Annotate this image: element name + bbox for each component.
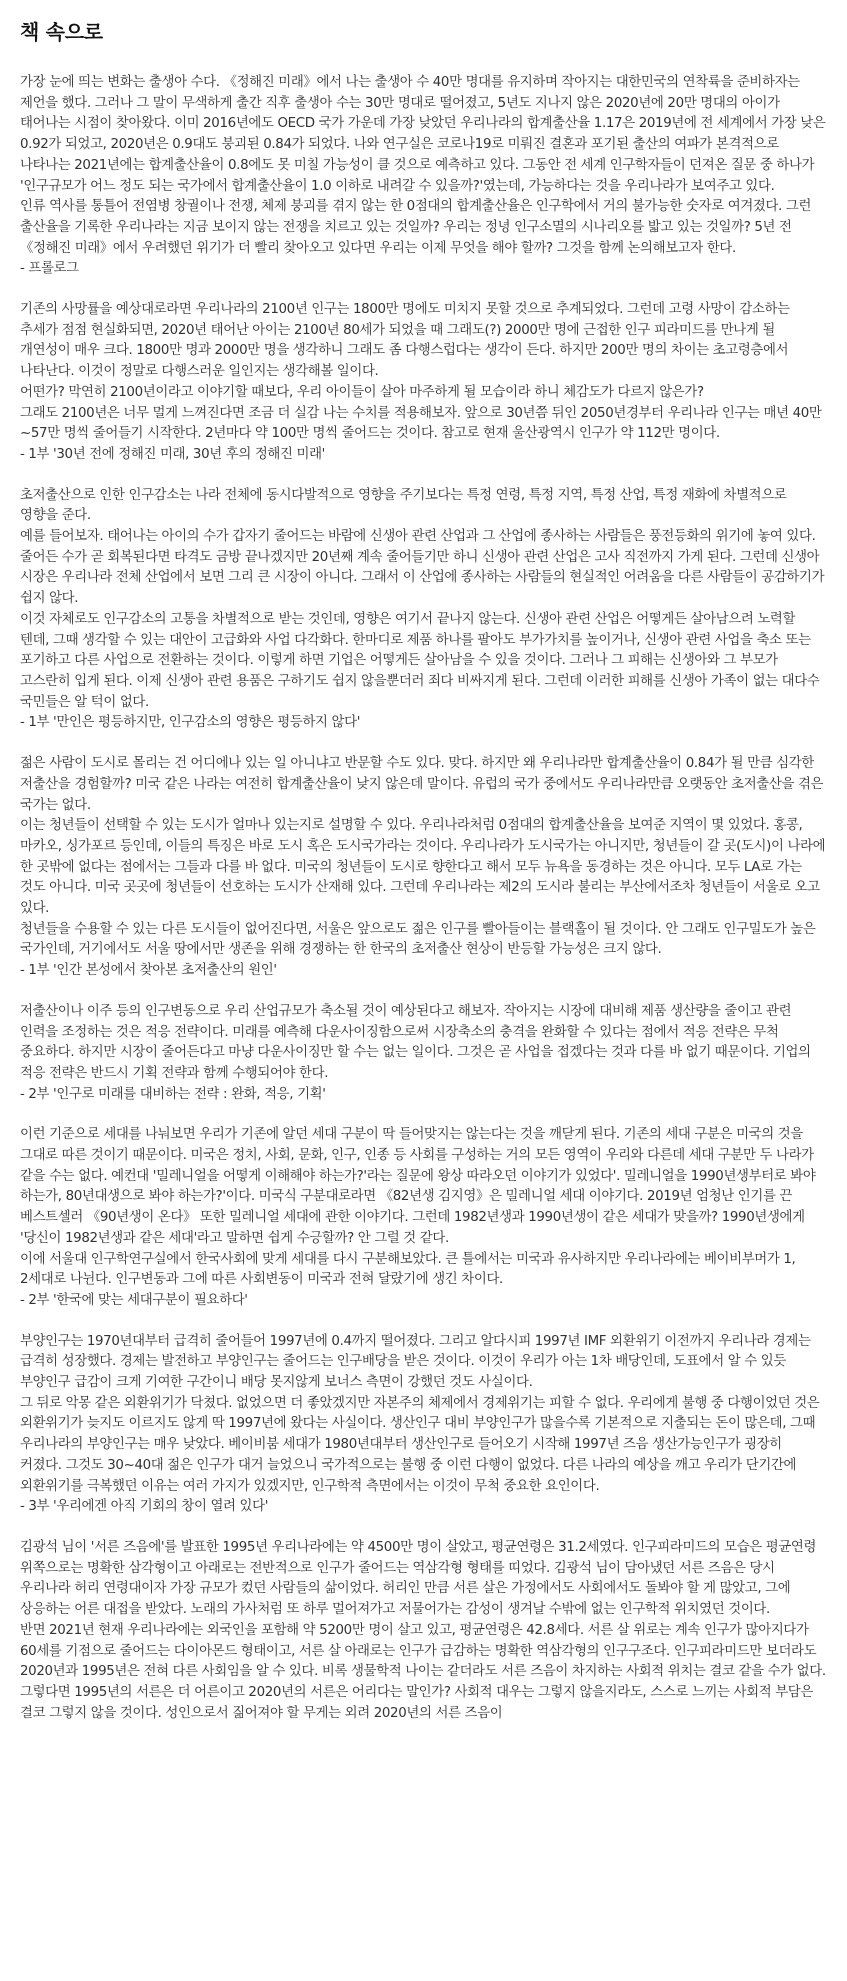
excerpt-paragraph: 젊은 사람이 도시로 몰리는 건 어디에나 있는 일 아니냐고 반문할 수도 있다. 맞다. 하지만 왜 우리나라만 합계출산율이 0.84가 될 만큼 심각한 저출산을 경험할까? 미국 같은 나라는 여전히 합계출산율이 낮지 않은데 말이다. 유럽의 국가 중에서도 우리나라만큼 오랫동안 초저출산을 겪은 국가는 없다. xyxy=(20,756,824,813)
excerpt-paragraph: 기존의 사망률을 예상대로라면 우리나라의 2100년 인구는 1800만 명에도 미치지 못할 것으로 추계되었다. 그런데 고령 사망이 감소하는 추세가 점점 현실화되면, 2020년 태어난 아이는 2100년 80세가 되었을 때 그래도(?) 2000만 명에 근접한 인구 피라미드를 만나게 될 개연성이 매우 크다. 1800만 명과 2000만 명을 생각하니 그래도 좀 다행스럽다는 생각이 든다. 하지만 200만 명의 차이는 초고령층에서 나타난다. 이것이 정말로 다행스러운 일인지는 생각해볼 일이다. xyxy=(20,302,790,380)
excerpt-paragraph: 부양인구는 1970년대부터 급격히 줄어들어 1997년에 0.4까지 떨어졌다. 그리고 알다시피 1997년 IMF 외환위기 이전까지 우리나라 경제는 급격히 성장했다. 경제는 발전하고 부양인구는 줄어드는 인구배당을 받은 것이다. 이것이 우리가 아는 1차 배당인데, 도표에서 알 수 있듯 부양인구 급감이 크게 기여한 구간이니 배당 못지않게 보너스 측면이 강했던 것도 사실이다. xyxy=(20,1333,811,1391)
excerpt-source: - 프롤로그 xyxy=(20,261,79,277)
excerpt-paragraph: 이런 기준으로 세대를 나눠보면 우리가 기존에 알던 세대 구분이 딱 들어맞지는 않는다는 것을 깨닫게 된다. 기존의 세대 구분은 미국의 것을 그대로 따른 것이기 때문이다. 미국은 정치, 사회, 문화, 인구, 인종 등 사회를 구성하는 거의 모든 영역이 우리와 다른데 세대 구분만 두 나라가 같을 수는 없다. 예컨대 '밀레니얼을 어떻게 이해해야 하는가?'라는 질문에 왕상 따라오던 이야기가 있었다'. 밀레니얼을 1990년생부터로 봐야 하는가, 80년대생으로 봐야 하는가?'이다. 미국식 구분대로라면 《82년생 김지영》은 밀레니얼 세대 이야기다. 2019년 엄청난 인기를 끈 베스트셀러 《90년생이 온다》 또한 밀레니얼 세대에 관한 이야기다. 그런데 1982년생과 1990년생이 같은 세대가 맞을까? 1990년생에게 '당신이 1982년생과 같은 세대'라고 말하면 쉽게 수긍할까? 안 그럴 것 같다. xyxy=(20,1127,816,1246)
excerpt-paragraph: 이것 자체로도 인구감소의 고통을 차별적으로 받는 것인데, 영향은 여기서 끝나지 않는다. 신생아 관련 산업은 어떻게든 살아남으려 노력할 텐데, 그때 생각할 수 있는 대안이 고급화와 사업 다각화다. 한마디로 제품 하나를 팔아도 부가가치를 높이거나, 신생아 관련 사업을 축소 또는 포기하고 다른 사업으로 전환하는 것이다. 이렇게 하면 기업은 어떻게든 살아남을 수 있을 것이다. 그러나 그 피해는 신생아와 그 부모가 고스란히 입게 된다. 이제 신생아 관련 용품은 구하기도 쉽지 않을뿐더러 죄다 비싸지게 된다. 그런데 이러한 피해를 신생아 가족이 없는 대다수 국민들은 알 턱이 없다. xyxy=(20,611,820,710)
excerpt-source: - 1부 '30년 전에 정해진 미래, 30년 후의 정해진 미래' xyxy=(20,446,326,462)
excerpt-body xyxy=(20,73,827,1724)
block-spacer xyxy=(20,1105,827,1125)
excerpt-paragraph: 이는 청년들이 선택할 수 있는 도시가 얼마나 있는지로 설명할 수 있다. 우리나라처럼 0점대의 합계출산율을 보여준 지역이 몇 있었다. 홍콩, 마카오, 싱가포르 등인데, 이들의 특징은 바로 도시 혹은 도시국가라는 것이다. 우리나라가 도시국가는 아니지만, 청년들이 갈 곳(도시)이 나라에 한 곳밖에 없다는 점에서는 그들과 다를 바 없다. 미국의 청년들이 도시로 향한다고 해서 모두 뉴욕을 동경하는 것은 아니다. 모두 LA로 가는 것도 아니다. 미국 곳곳에 청년들이 선호하는 도시가 산재해 있다. 그런데 우리나라는 제2의 도시라 불리는 부산에서조차 청년들이 서울로 오고 있다. xyxy=(20,818,826,917)
excerpt-paragraph: 저출산이나 이주 등의 인구변동으로 우리 산업규모가 축소될 것이 예상된다고 해보자. 작아지는 시장에 대비해 제품 생산량을 줄이고 관련 인력을 조정하는 것은 적응 전략이다. 미래를 예측해 다운사이징함으로써 시장축소의 충격을 완화할 수 있다는 점에서 적응 전략은 무척 중요하다. 하지만 시장이 줄어든다고 마냥 다운사이징만 할 수는 없는 일이다. 그것은 곧 사업을 접겠다는 것과 다를 바 없기 때문이다. 기업의 적응 전략은 반드시 기획 전략과 함께 수행되어야 한다. xyxy=(20,1003,811,1081)
excerpt-block xyxy=(20,1538,827,1724)
excerpt-paragraph: 어떤가? 막연히 2100년이라고 이야기할 때보다, 우리 아이들이 살아 마주하게 될 모습이라 하니 체감도가 다르지 않은가? xyxy=(20,384,704,400)
section-title: 책 속으로 xyxy=(20,20,103,44)
excerpt-source: - 2부 '인구로 미래를 대비하는 전략 : 완화, 적응, 기획' xyxy=(20,1086,326,1102)
block-spacer xyxy=(20,1518,827,1538)
excerpt-block xyxy=(20,300,827,466)
excerpt-paragraph: 이에 서울대 인구학연구실에서 한국사회에 맞게 세대를 다시 구분해보았다. 큰 틀에서는 미국과 유사하지만 우리나라에는 베이비부머가 1, 2세대로 나뉜다. 인구변동과 그에 따른 사회변동이 미국과 전혀 달랐기에 생긴 차이다. xyxy=(20,1251,796,1288)
block-spacer xyxy=(20,1312,827,1332)
excerpt-source: - 1부 '만인은 평등하지만, 인구감소의 영향은 평등하지 않다' xyxy=(20,715,361,731)
excerpt-paragraph: 김광석 님이 '서른 즈음에'를 발표한 1995년 우리나라에는 약 4500만 명이 살았고, 평균연령은 31.2세였다. 인구피라미드의 모습은 평균연령 위쪽으로는 명확한 삼각형이고 아래로는 전반적으로 인구가 줄어드는 역삼각형 형태를 띠었다. 김광석 님이 담아냈던 서른 즈음은 당시 우리나라 허리 연령대이자 가장 규모가 컸던 사람들의 삶이었다. 허리인 만큼 서른 살은 가정에서도 사회에서도 돌봐야 할 게 많았고, 그에 상응하는 어른 대접을 받았다. 노래의 가사처럼 또 하루 멀어져가고 저물어가는 감성이 생겨날 수밖에 없는 인구학적 위치였던 것이다. xyxy=(20,1540,817,1618)
excerpt-block xyxy=(20,1332,827,1518)
excerpt-source: - 3부 '우리에겐 아직 기회의 창이 열려 있다' xyxy=(20,1499,269,1515)
excerpt-paragraph: 인류 역사를 통틀어 전염병 창궐이나 전쟁, 체제 붕괴를 겪지 않는 한 0점대의 합계출산율은 인구학에서 거의 불가능한 숫자로 여겨졌다. 그런 출산율을 기록한 우리나라는 지금 보이지 않는 전쟁을 치르고 있는 것일까? 우리는 정녕 인구소멸의 시나리오를 밟고 있는 것일까? 5년 전 《정해진 미래》에서 우려했던 위기가 더 빨리 찾아오고 있다면 우리는 이제 무엇을 해야 할까? 그것을 함께 논의해보고자 한다. xyxy=(20,199,812,256)
block-spacer xyxy=(20,280,827,300)
excerpt-paragraph: 예를 들어보자. 태어나는 아이의 수가 갑자기 줄어드는 바람에 신생아 관련 산업과 그 산업에 종사하는 사람들은 풍전등화의 위기에 놓여 있다. 줄어든 수가 곧 회복된다면 타격도 금방 끝나겠지만 20년째 계속 줄어들기만 하니 신생아 관련 산업은 고사 직전까지 가게 된다. 그런데 신생아 시장은 우리나라 전체 산업에서 보면 그리 큰 시장이 아니다. 그래서 이 산업에 종사하는 사람들의 현실적인 어려움을 다른 사람들이 공감하기가 쉽지 않다. xyxy=(20,529,825,607)
block-spacer xyxy=(20,734,827,754)
excerpt-paragraph: 청년들을 수용할 수 있는 다른 도시들이 없어진다면, 서울은 앞으로도 젊은 인구를 빨아들이는 블랙홀이 될 것이다. 안 그래도 인구밀도가 높은 국가인데, 거기에서도 서울 땅에서만 생존을 위해 경쟁하는 한 한국의 초저출산 현상이 반등할 가능성은 크지 않다. xyxy=(20,921,816,958)
excerpt-source: - 2부 '한국에 맞는 세대구분이 필요하다' xyxy=(20,1292,248,1308)
block-spacer xyxy=(20,466,827,486)
excerpt-block xyxy=(20,486,827,734)
excerpt-block xyxy=(20,754,827,982)
excerpt-paragraph: 그렇다면 1995년의 서른은 더 어른이고 2020년의 서른은 어리다는 말인가? 사회적 대우는 그렇지 않을지라도, 스스로 느끼는 사회적 부담은 결코 그렇지 않을 것이다. 성인으로서 짊어져야 할 무게는 외려 2020년의 서른 즈음이 xyxy=(20,1684,813,1721)
excerpt-block xyxy=(20,73,827,280)
excerpt-paragraph: 반면 2021년 현재 우리나라에는 외국인을 포함해 약 5200만 명이 살고 있고, 평균연령은 42.8세다. 서른 살 위로는 계속 인구가 많아지다가 60세를 기점으로 줄어드는 다이아몬드 형태이고, 서른 살 아래로는 인구가 급감하는 명확한 역삼각형의 인구구조다. 인구피라미드만 보더라도 2020년과 1995년은 전혀 다른 사회임을 알 수 있다. 비록 생물학적 나이는 같더라도 서른 즈음이 차지하는 사회적 위치는 결코 같을 수가 없다. xyxy=(20,1622,826,1680)
excerpt-paragraph: 그 뒤로 악몽 같은 외환위기가 닥쳤다. 없었으면 더 좋았겠지만 자본주의 체제에서 경제위기는 피할 수 없다. 우리에게 불행 중 다행이었던 것은 외환위기가 늦지도 이르지도 않게 딱 1997년에 왔다는 사실이다. 생산인구 대비 부양인구가 많을수록 기본적으로 지출되는 돈이 많은데, 그때 우리나라의 부양인구는 매우 낮았다. 베이비붐 세대가 1980년대부터 생산인구로 들어오기 시작해 1997년 즈음 생산가능인구가 굉장히 커졌다. 그것도 30~40대 젊은 인구가 대거 늘었으니 국가적으로는 불행 중 이런 다행이 없었다. 다른 나라의 예상을 깨고 우리가 단기간에 외환위기를 극복했던 이유는 여러 가지가 있겠지만, 인구학적 측면에서는 이것이 무척 중요한 요인이다. xyxy=(20,1395,820,1494)
excerpt-paragraph: 그래도 2100년은 너무 멀게 느껴진다면 조금 더 실감 나는 수치를 적용해보자. 앞으로 30년쯤 뒤인 2050년경부터 우리나라 인구는 매년 40만~57만 명씩 줄어들기 시작한다. 2년마다 약 100만 명씩 줄어드는 것이다. 참고로 현재 울산광역시 인구가 약 112만 명이다. xyxy=(20,405,822,442)
excerpt-block xyxy=(20,1002,827,1106)
block-spacer xyxy=(20,982,827,1002)
excerpt-paragraph: 가장 눈에 띄는 변화는 출생아 수다. 《정해진 미래》에서 나는 출생아 수 40만 명대를 유지하며 작아지는 대한민국의 연착륙을 준비하자는 제언을 했다. 그러나 그 말이 무색하게 출간 직후 출생아 수는 30만 명대로 떨어졌고, 5년도 지나지 않은 2020년에 20만 명대의 아이가 태어나는 시점이 찾아왔다. 이미 2016년에도 OECD 국가 가운데 가장 낮았던 우리나라의 합계출산율 1.17은 2019년에 전 세계에서 가장 낮은 0.92가 되었고, 2020년은 0.9대도 붕괴된 0.84가 되었다. 나와 연구실은 코로나19로 미뤄진 결혼과 포기된 출산의 여파가 본격적으로 나타나는 2021년에는 합계출산율이 0.8에도 못 미칠 가능성이 클 것으로 예측하고 있다. 그동안 전 세계 인구학자들이 던져온 질문 중 하나가 '인구규모가 어느 정도 되는 국가에서 합계출산율이 1.0 이하로 내려갈 수 있을까?'였는데, 가능하다는 것을 우리나라가 보여주고 있다. xyxy=(20,75,826,194)
excerpt-paragraph: 초저출산으로 인한 인구감소는 나라 전체에 동시다발적으로 영향을 주기보다는 특정 연령, 특정 지역, 특정 산업, 특정 재화에 차별적으로 영향을 준다. xyxy=(20,487,787,524)
excerpt-source: - 1부 '인간 본성에서 찾아본 초저출산의 원인' xyxy=(20,963,277,979)
excerpt-block xyxy=(20,1125,827,1311)
